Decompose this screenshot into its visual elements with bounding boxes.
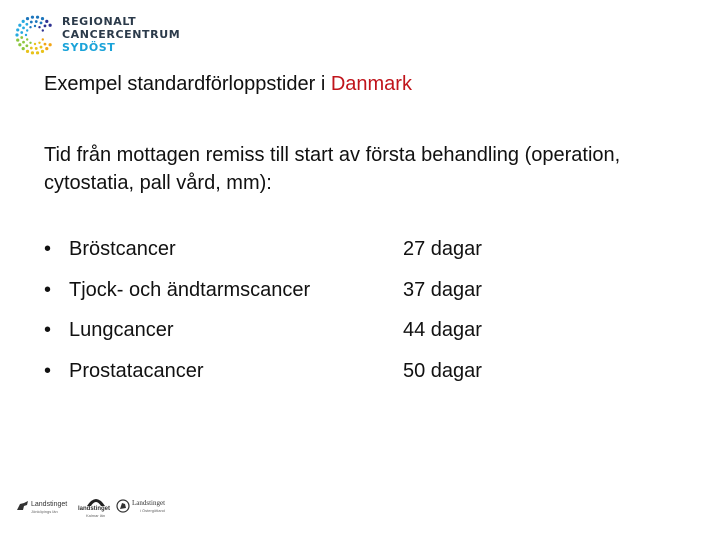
logo-dot — [25, 44, 28, 47]
logo-dot — [38, 42, 40, 44]
slide-title-highlight: Danmark — [330, 73, 412, 95]
logo-line-2: CANCERCENTRUM — [62, 28, 181, 41]
logo-dot — [38, 26, 40, 28]
footer-logo-name: landstinget — [78, 506, 111, 512]
logo-line-3: SYDÖST — [62, 41, 116, 54]
slide-title-prefix: Exempel standardförloppstider i — [44, 73, 331, 95]
footer-logo-ostergotland — [116, 496, 186, 520]
footer-logo-name: Landstinget — [132, 499, 166, 507]
logo-text — [62, 15, 180, 54]
logo-dot — [20, 36, 23, 39]
footer-logo-sub: i Östergötland — [140, 508, 165, 513]
logo-dot — [40, 46, 43, 49]
logo-dot — [44, 43, 47, 46]
bullet: • — [44, 238, 52, 260]
logo-dot — [30, 47, 33, 50]
logo-dot — [18, 43, 21, 46]
arch-icon — [86, 496, 106, 506]
logo-dot — [34, 25, 36, 27]
logo-dot — [26, 50, 29, 53]
list-item — [44, 355, 564, 396]
logo-dot — [34, 43, 36, 45]
logo-dot — [41, 17, 44, 20]
logo-dot — [22, 41, 25, 44]
logo-dot — [22, 47, 25, 50]
logo-dot — [44, 25, 47, 28]
footer-logo-sub: Kalmar län — [86, 513, 106, 518]
logo-dot — [22, 26, 25, 29]
logo-dot — [26, 38, 28, 40]
logo-dot — [20, 31, 23, 34]
logo-dot — [26, 29, 28, 31]
footer-logos — [16, 496, 186, 520]
bullet: • — [44, 319, 52, 341]
rcc-logo — [14, 14, 184, 58]
logo-line-1: REGIONALT — [62, 15, 137, 28]
slide-title — [44, 72, 412, 96]
logo-dot — [36, 51, 39, 54]
bullet: • — [44, 278, 52, 301]
logo-dot — [45, 47, 48, 50]
footer-logo-kalmar — [76, 496, 116, 520]
logo-dot — [45, 20, 48, 23]
footer-logo-sub: Jönköpings län — [31, 509, 58, 514]
logo-dot — [29, 26, 31, 28]
logo-dot — [25, 34, 27, 36]
footer-logo-jonkoping — [16, 496, 74, 520]
horse-icon — [16, 500, 30, 512]
list-item-value: 27 dagar — [403, 238, 482, 260]
logo-dot — [42, 38, 44, 40]
logo-dot — [49, 24, 52, 27]
logo-dot — [36, 16, 39, 19]
logo-dot — [40, 22, 43, 25]
list-item-value: 37 dagar — [403, 278, 482, 301]
logo-dot — [26, 17, 29, 20]
logo-dot — [49, 43, 52, 46]
logo-dot — [31, 51, 34, 54]
logo-dot — [30, 21, 33, 24]
logo-dot — [16, 38, 19, 41]
logo-dot — [41, 50, 44, 53]
list-item — [44, 274, 564, 315]
logo-dot — [18, 24, 21, 27]
list-item — [44, 233, 564, 274]
slide-intro: Tid från mottagen remiss till start av första behandling (operation, cytostatia, pall vård, mm): — [44, 144, 621, 194]
list-item-value: 50 dagar — [403, 359, 482, 382]
logo-dot — [42, 29, 44, 31]
logo-dot — [35, 47, 38, 50]
list-item-value: 44 dagar — [403, 319, 482, 341]
logo-dot — [35, 20, 38, 23]
timeline-list — [44, 233, 564, 395]
logo-dot — [25, 23, 28, 26]
list-item-label: Lungcancer — [69, 319, 174, 341]
list-item-label: Tjock- och ändtarmscancer — [69, 278, 311, 301]
logo-dot — [15, 33, 18, 36]
footer-logo-name: Landstinget — [31, 501, 68, 508]
logo-dot — [29, 42, 31, 44]
logo-dot — [22, 20, 25, 23]
list-item — [44, 314, 564, 355]
griffin-seal-icon — [116, 499, 130, 513]
logo-dot — [16, 28, 19, 31]
bullet: • — [44, 359, 52, 382]
list-item-label: Prostatacancer — [69, 359, 204, 382]
list-item-label: Bröstcancer — [69, 238, 176, 260]
logo-dot — [31, 16, 34, 19]
dotted-ring-logo-icon — [14, 14, 56, 56]
